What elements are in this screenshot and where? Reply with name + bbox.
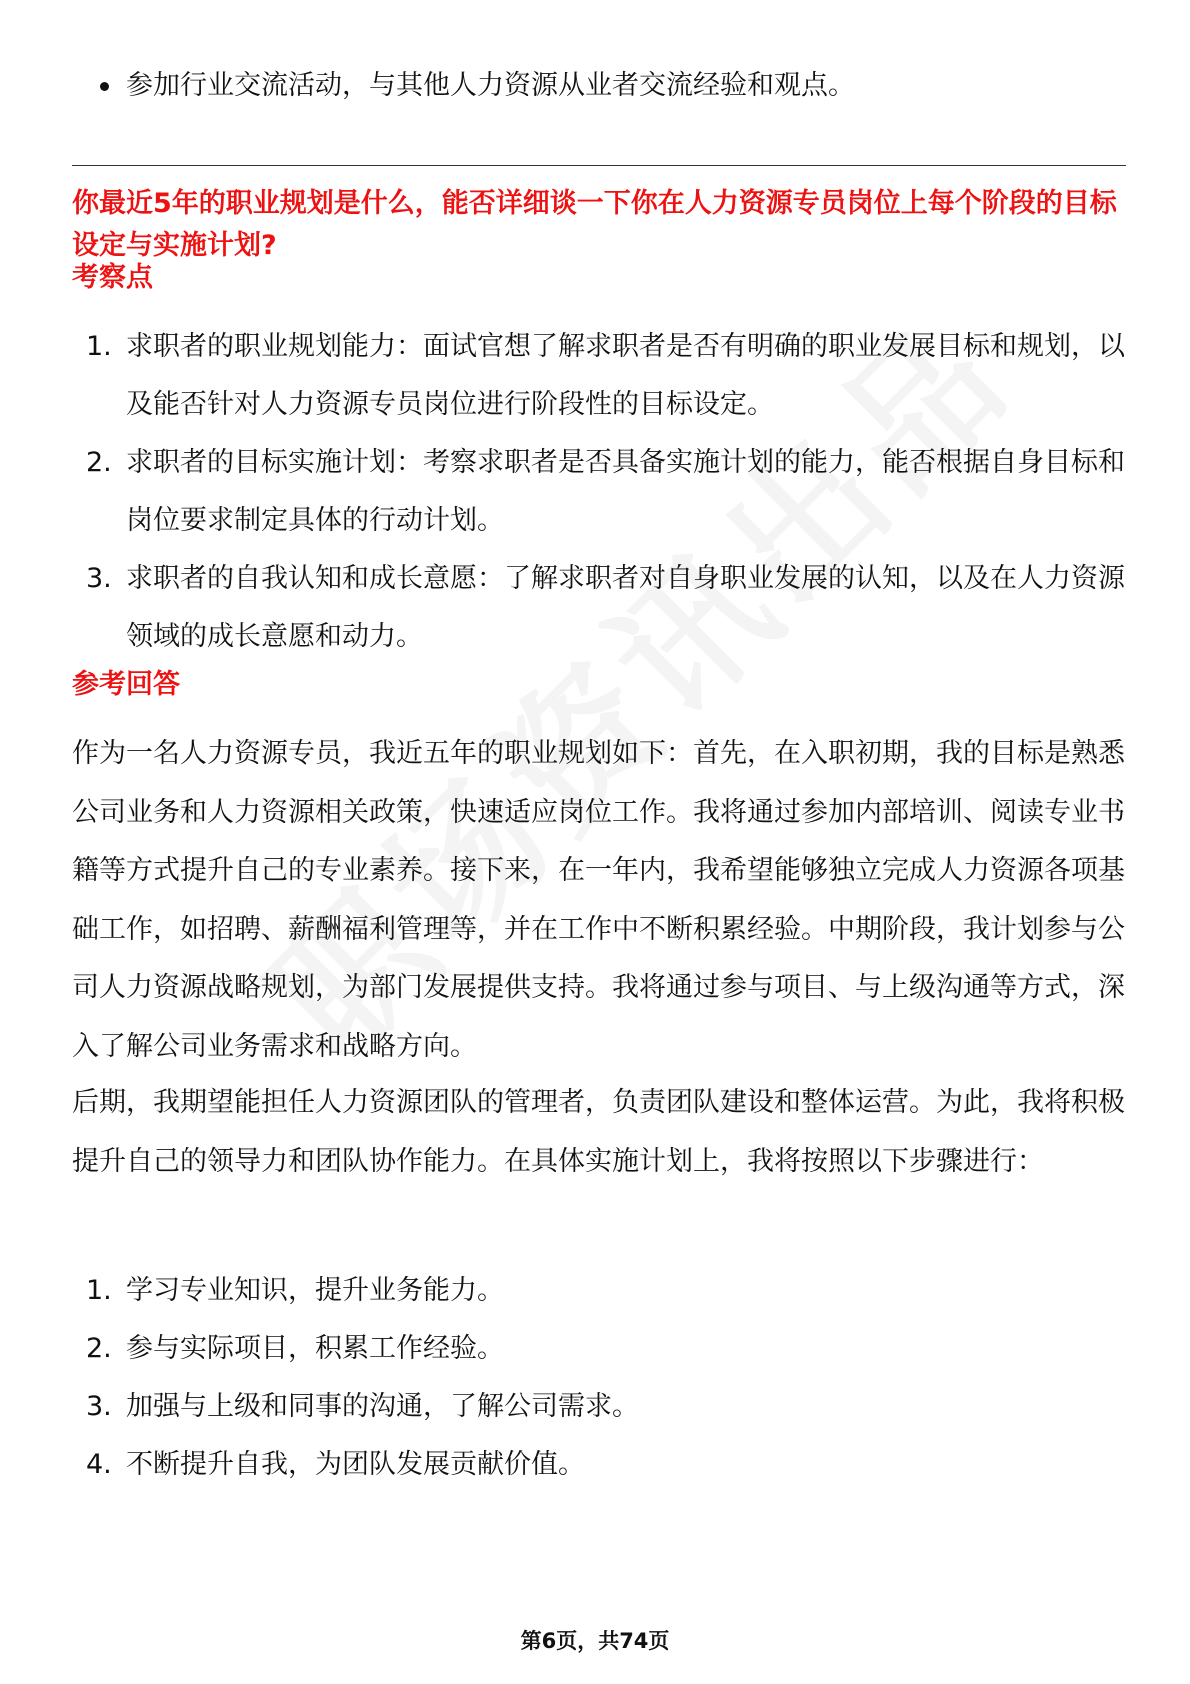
question-heading: 你最近5年的职业规划是什么，能否详细谈一下你在人力资源专员岗位上每个阶段的目标设定与实施计划? [72,188,1117,261]
examine-list [72,318,1130,666]
list-text: 参与实际项目，积累工作经验。 [126,1333,504,1364]
section-divider [72,165,1126,166]
bullet-icon [100,82,109,91]
list-item [72,1436,1130,1494]
list-number: 1. [86,1275,112,1306]
steps-list [72,1262,1130,1494]
examine-heading: 考察点 [72,262,153,293]
answer-heading: 参考回答 [72,669,180,700]
answer-paragraph: 后期，我期望能担任人力资源团队的管理者，负责团队建设和整体运营。为此，我将积极提升自己的领导力和团队协作能力。在具体实施计划上，我将按照以下步骤进行： [72,1087,1125,1177]
list-text: 求职者的职业规划能力：面试官想了解求职者是否有明确的职业发展目标和规划，以及能否针对人力资源专员岗位进行阶段性的目标设定。 [126,331,1125,420]
list-text: 学习专业知识，提升业务能力。 [126,1275,504,1306]
answer-paragraph: 作为一名人力资源专员，我近五年的职业规划如下：首先，在入职初期，我的目标是熟悉公司业务和人力资源相关政策，快速适应岗位工作。我将通过参加内部培训、阅读专业书籍等方式提升自己的专业素养。接下来，在一年内，我希望能够独立完成人力资源各项基础工作，如招聘、薪酬福利管理等，并在工作中不断积累经验。中期阶段，我计划参与公司人力资源战略规划，为部门发展提供支持。我将通过参与项目、与上级沟通等方式，深入了解公司业务需求和战略方向。 [72,738,1125,1062]
list-number: 3. [86,563,112,594]
list-number: 2. [86,1333,112,1364]
list-item [72,1378,1130,1436]
page-footer: 第6页，共74页 [520,1629,670,1653]
list-text: 不断提升自我，为团队发展贡献价值。 [126,1449,585,1480]
list-item [72,1262,1130,1320]
list-text: 加强与上级和同事的沟通，了解公司需求。 [126,1391,639,1422]
bullet-text: 参加行业交流活动，与其他人力资源从业者交流经验和观点。 [126,70,855,101]
list-item [72,1320,1130,1378]
list-number: 1. [86,331,112,362]
list-number: 3. [86,1391,112,1422]
list-number: 4. [86,1449,112,1480]
list-text: 求职者的目标实施计划：考察求职者是否具备实施计划的能力，能否根据自身目标和岗位要求制定具体的行动计划。 [126,447,1125,536]
list-number: 2. [86,447,112,478]
bullet-item [100,62,855,110]
list-text: 求职者的自我认知和成长意愿：了解求职者对自身职业发展的认知，以及在人力资源领域的成长意愿和动力。 [126,563,1125,652]
list-item [72,318,1130,434]
list-item [72,550,1130,666]
list-item [72,434,1130,550]
